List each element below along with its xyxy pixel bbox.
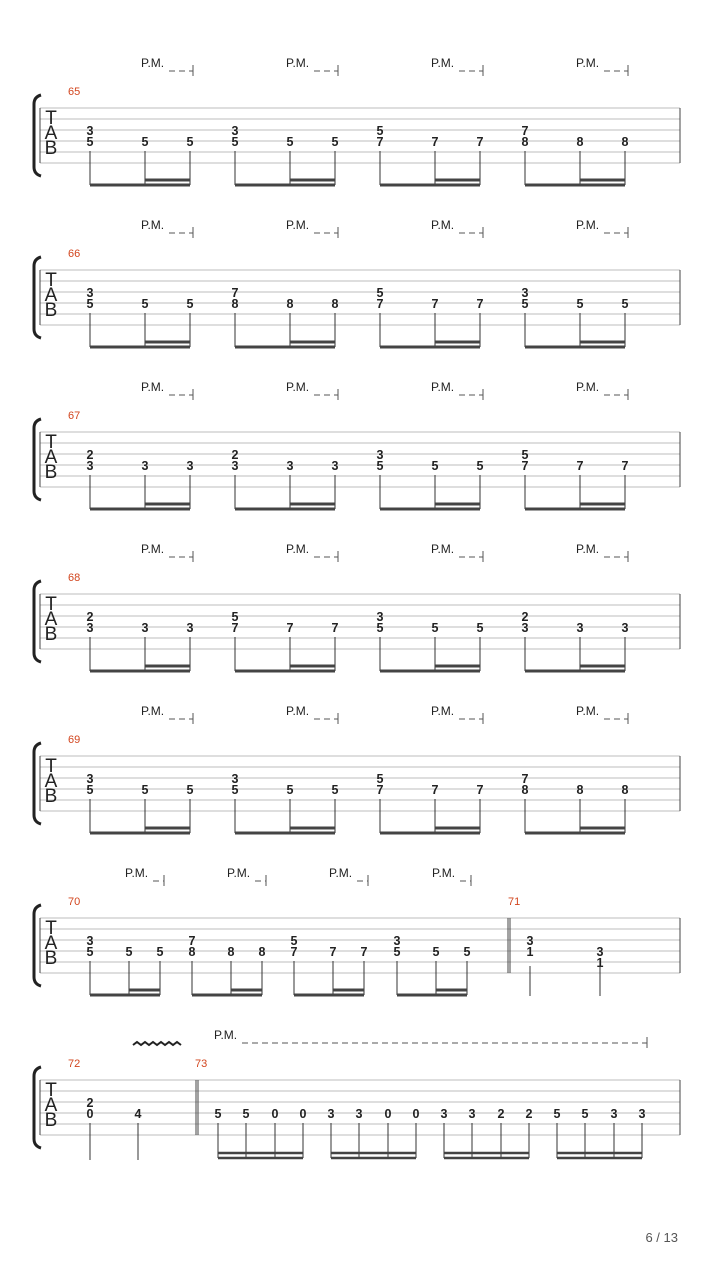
fret-number: 5 [376,459,384,473]
fret-number: 3 [521,621,529,635]
fret-number: 5 [141,297,149,311]
fret-number: 3 [86,621,94,635]
tab-clef-letter: B [44,462,58,483]
palm-mute-label: P.M. [286,704,310,718]
fret-number: 5 [431,621,439,635]
palm-mute-label: P.M. [214,1028,238,1042]
tab-clef-letter: A [44,123,58,144]
bar-number: 70 [68,896,81,908]
fret-number: 3 [231,772,239,786]
fret-number: 8 [521,135,529,149]
fret-number: 3 [141,621,149,635]
fret-number: 3 [576,621,584,635]
fret-number: 5 [393,945,401,959]
fret-number: 7 [376,783,384,797]
fret-number: 5 [476,621,484,635]
bar-number: 66 [68,248,81,260]
palm-mute-label: P.M. [576,542,600,556]
fret-number: 5 [141,135,149,149]
tab-system [34,1028,680,1160]
fret-number: 8 [227,945,235,959]
fret-number: 0 [271,1107,279,1121]
palm-mute-label: P.M. [576,704,600,718]
fret-number: 5 [186,135,194,149]
fret-number: 7 [286,621,294,635]
fret-number: 7 [431,783,439,797]
fret-number: 5 [331,783,339,797]
fret-number: 2 [86,1096,94,1110]
palm-mute-label: P.M. [431,56,455,70]
bar-number: 67 [68,410,81,422]
fret-number: 5 [476,459,484,473]
fret-number: 7 [521,124,529,138]
fret-number: 2 [86,448,94,462]
tab-system [34,380,680,509]
fret-number: 5 [376,621,384,635]
bar-number: 68 [68,572,81,584]
fret-number: 3 [86,934,94,948]
fret-number: 1 [596,956,604,970]
tab-clef-letter: A [44,1095,58,1116]
tab-clef-letter: A [44,609,58,630]
tab-system [34,56,680,185]
fret-number: 3 [231,124,239,138]
fret-number: 7 [290,945,298,959]
fret-number: 5 [376,772,384,786]
tab-clef-letter: A [44,933,58,954]
fret-number: 8 [286,297,294,311]
fret-number: 5 [463,945,471,959]
fret-number: 0 [86,1107,94,1121]
fret-number: 7 [576,459,584,473]
fret-number: 5 [376,124,384,138]
fret-number: 2 [231,448,239,462]
fret-number: 2 [525,1107,533,1121]
fret-number: 7 [376,297,384,311]
fret-number: 5 [86,783,94,797]
fret-number: 5 [581,1107,589,1121]
tab-clef-letter: B [44,1110,58,1131]
fret-number: 5 [286,135,294,149]
fret-number: 0 [384,1107,392,1121]
fret-number: 5 [186,783,194,797]
palm-mute-label: P.M. [432,866,456,880]
fret-number: 7 [476,135,484,149]
fret-number: 2 [521,610,529,624]
palm-mute-label: P.M. [227,866,251,880]
tab-clef-letter: T [45,1080,57,1101]
fret-number: 7 [231,286,239,300]
palm-mute-label: P.M. [141,56,165,70]
fret-number: 7 [431,135,439,149]
fret-number: 2 [497,1107,505,1121]
fret-number: 3 [186,459,194,473]
fret-number: 8 [621,783,629,797]
fret-number: 5 [521,448,529,462]
fret-number: 8 [621,135,629,149]
palm-mute-label: P.M. [431,218,455,232]
fret-number: 5 [156,945,164,959]
tab-clef-letter: T [45,432,57,453]
fret-number: 5 [86,135,94,149]
fret-number: 7 [621,459,629,473]
palm-mute-label: P.M. [576,218,600,232]
tab-clef-letter: B [44,948,58,969]
fret-number: 3 [376,610,384,624]
fret-number: 0 [299,1107,307,1121]
fret-number: 5 [432,945,440,959]
fret-number: 5 [553,1107,561,1121]
page-number: 6 / 13 [645,1230,678,1245]
palm-mute-label: P.M. [141,704,165,718]
fret-number: 5 [141,783,149,797]
tab-system [34,218,680,347]
fret-number: 4 [134,1107,142,1121]
fret-number: 3 [141,459,149,473]
tab-system [34,542,680,671]
tab-clef-letter: T [45,108,57,129]
fret-number: 7 [329,945,337,959]
palm-mute-label: P.M. [576,56,600,70]
tab-clef-letter: T [45,918,57,939]
fret-number: 5 [286,783,294,797]
fret-number: 3 [86,124,94,138]
fret-number: 3 [440,1107,448,1121]
fret-number: 3 [355,1107,363,1121]
fret-number: 8 [521,783,529,797]
fret-number: 3 [231,459,239,473]
tab-clef-letter: B [44,786,58,807]
fret-number: 7 [476,783,484,797]
fret-number: 5 [331,135,339,149]
fret-number: 8 [231,297,239,311]
tab-clef-letter: A [44,285,58,306]
bar-number: 65 [68,86,81,98]
fret-number: 5 [125,945,133,959]
fret-number: 3 [331,459,339,473]
fret-number: 3 [596,945,604,959]
fret-number: 5 [521,297,529,311]
tab-clef-letter: T [45,756,57,777]
tab-clef-letter: A [44,771,58,792]
fret-number: 7 [431,297,439,311]
fret-number: 3 [393,934,401,948]
fret-number: 5 [231,783,239,797]
fret-number: 5 [290,934,298,948]
tab-system [34,704,680,833]
palm-mute-label: P.M. [141,542,165,556]
tab-clef-letter: B [44,138,58,159]
fret-number: 1 [526,945,534,959]
bar-number: 72 [68,1058,81,1070]
palm-mute-label: P.M. [286,542,310,556]
fret-number: 3 [610,1107,618,1121]
fret-number: 7 [188,934,196,948]
fret-number: 5 [86,297,94,311]
fret-number: 8 [258,945,266,959]
tab-clef-letter: T [45,594,57,615]
palm-mute-label: P.M. [329,866,353,880]
fret-number: 3 [376,448,384,462]
fret-number: 3 [86,772,94,786]
bar-number: 69 [68,734,81,746]
fret-number: 5 [576,297,584,311]
palm-mute-label: P.M. [286,218,310,232]
fret-number: 3 [621,621,629,635]
fret-number: 8 [576,783,584,797]
tab-clef-letter: B [44,300,58,321]
fret-number: 7 [231,621,239,635]
fret-number: 0 [412,1107,420,1121]
fret-number: 8 [576,135,584,149]
palm-mute-label: P.M. [286,380,310,394]
fret-number: 3 [638,1107,646,1121]
fret-number: 2 [86,610,94,624]
palm-mute-label: P.M. [431,380,455,394]
palm-mute-label: P.M. [431,542,455,556]
fret-number: 5 [431,459,439,473]
fret-number: 5 [231,135,239,149]
fret-number: 5 [242,1107,250,1121]
vibrato-mark [133,1042,181,1045]
fret-number: 5 [186,297,194,311]
fret-number: 5 [231,610,239,624]
palm-mute-label: P.M. [286,56,310,70]
palm-mute-label: P.M. [141,218,165,232]
fret-number: 5 [376,286,384,300]
fret-number: 7 [331,621,339,635]
fret-number: 8 [331,297,339,311]
fret-number: 5 [86,945,94,959]
palm-mute-label: P.M. [431,704,455,718]
fret-number: 5 [214,1107,222,1121]
fret-number: 7 [521,459,529,473]
fret-number: 3 [521,286,529,300]
fret-number: 3 [468,1107,476,1121]
fret-number: 3 [86,286,94,300]
fret-number: 8 [188,945,196,959]
tab-clef-letter: B [44,624,58,645]
tab-system [34,866,680,996]
fret-number: 7 [376,135,384,149]
fret-number: 3 [526,934,534,948]
palm-mute-label: P.M. [141,380,165,394]
bar-number: 73 [195,1058,208,1070]
tab-clef-letter: A [44,447,58,468]
fret-number: 3 [327,1107,335,1121]
fret-number: 3 [286,459,294,473]
bar-number: 71 [508,896,521,908]
fret-number: 7 [476,297,484,311]
fret-number: 7 [360,945,368,959]
fret-number: 5 [621,297,629,311]
fret-number: 3 [186,621,194,635]
palm-mute-label: P.M. [125,866,149,880]
tab-clef-letter: T [45,270,57,291]
fret-number: 3 [86,459,94,473]
palm-mute-label: P.M. [576,380,600,394]
fret-number: 7 [521,772,529,786]
